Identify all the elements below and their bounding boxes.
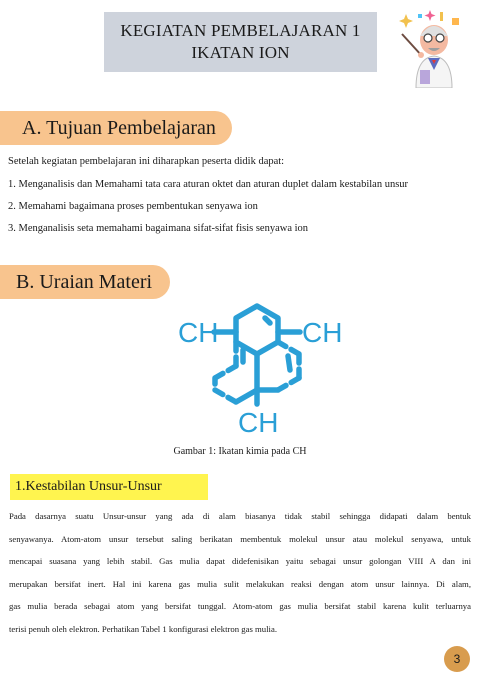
page-number-badge: 3 <box>444 646 470 672</box>
module-title-box <box>104 12 377 72</box>
module-title-line1: KEGIATAN PEMBELAJARAN 1 <box>120 21 361 40</box>
objective-item-3: 3. Menganalisis seta memahami bagaimana sifat-sifat fisis senyawa ion <box>8 223 309 234</box>
ch-label-right: CH <box>302 317 342 348</box>
body-line-4: merupakan bersifat inert. Hal ini karena gas mulia sulit melakukan reaksi dengan atom unsur lainnya. Di alam, <box>9 578 471 589</box>
ch-label-bottom: CH <box>238 407 279 436</box>
section-b-heading: B. Uraian Materi <box>0 265 170 299</box>
body-paragraph <box>9 505 471 640</box>
objectives-intro: Setelah kegiatan pembelajaran ini diharapkan peserta didik dapat: <box>8 156 285 167</box>
module-title-line2: IKATAN ION <box>191 43 290 62</box>
teacher-illustration-icon <box>388 8 468 88</box>
body-line-3: mencapai suasana yang lebih stabil. Gas mulia dapat didefenisikan yaitu sebagai unsur golongan VIII A dan ini <box>9 556 471 566</box>
sparkles-icon <box>399 10 459 28</box>
objective-item-2: 2. Memahami bagaimana proses pembentukan senyawa ion <box>8 201 258 212</box>
body-line-1: Pada dasarnya suatu Unsur-unsur yang ada di alam biasanya tidak stabil sehingga didapati dalam bentuk <box>9 511 471 521</box>
body-line-2: senyawanya. Atom-atom unsur tersebut saling berikatan membentuk molekul unsur atau molekul senyawa, untuk <box>9 533 471 544</box>
figure-caption: Gambar 1: Ikatan kimia pada CH <box>173 446 307 457</box>
section-a-heading: A. Tujuan Pembelajaran <box>0 111 232 145</box>
objective-item-1: 1. Menganalisis dan Memahami tata cara aturan oktet dan aturan duplet dalam kestabilan unsur <box>8 179 409 190</box>
ch-label-left: CH <box>178 317 219 348</box>
body-line-5: gas mulia berada sebagai atom yang bersifat tunggal. Atom-atom gas mulia bersifat stabil karena kulit terluarnya <box>9 601 471 611</box>
subsection-heading: 1.Kestabilan Unsur-Unsur <box>10 474 208 500</box>
chemical-structure-figure <box>172 296 342 436</box>
body-line-6: terisi penuh oleh elektron. Perhatikan Tabel 1 konfigurasi elektron gas mulia. <box>9 623 277 634</box>
